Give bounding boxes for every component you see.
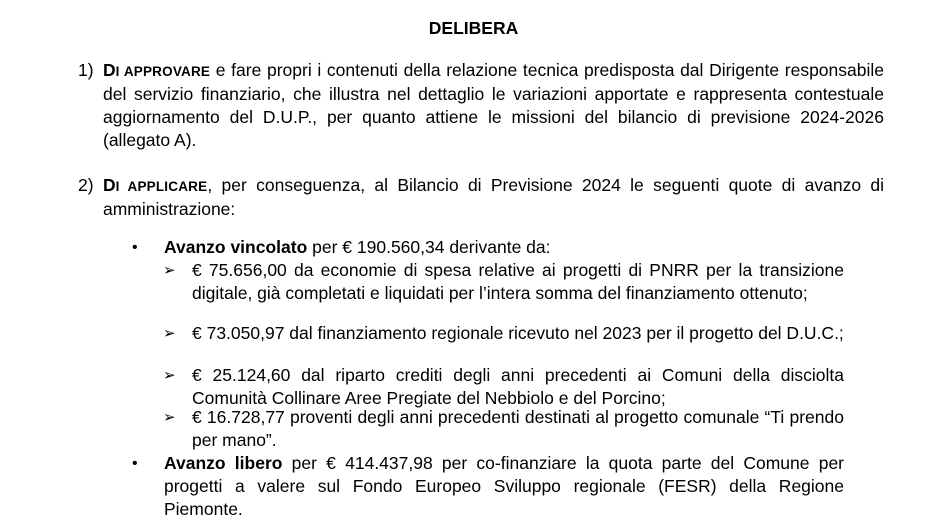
sub-item-text: € 73.050,97 dal finanziamento regionale ricevuto nel 2023 per il progetto del D.U.C.; xyxy=(192,323,844,343)
sub-item-riparto-crediti xyxy=(163,364,844,410)
item-keyword-initial: D xyxy=(103,60,116,80)
resolution-item-1 xyxy=(78,59,884,152)
bullet-body: per € 414.437,98 per co-finanziare la quota parte del Comune per progetti a valere sul Fondo Europeo Sviluppo regionale (FESR) della Regione Piemonte. xyxy=(164,453,845,519)
bullet-marker: • xyxy=(132,455,138,472)
item-body: , per conseguenza, al Bilancio di Previsione 2024 le seguenti quote di avanzo di amministrazione: xyxy=(103,175,884,219)
sub-item-text: € 75.656,00 da economie di spesa relative ai progetti di PNRR per la transizione digitale, già completati e liquidati per l’intera somma del finanziamento ottenuto; xyxy=(192,260,844,303)
bullet-avanzo-vincolato xyxy=(132,236,844,259)
sub-item-text: € 25.124,60 dal riparto crediti degli anni precedenti ai Comuni della disciolta Comunità Collinare Aree Pregiate del Nebbiolo e del Porcino; xyxy=(192,365,844,408)
bullet-text xyxy=(164,236,844,259)
item-text xyxy=(103,174,884,221)
sub-item-text: € 16.728,77 proventi degli anni precedenti destinati al progetto comunale “Ti prendo per mano”. xyxy=(192,407,844,450)
sub-item-duc xyxy=(163,322,844,345)
bullet-text xyxy=(164,452,844,521)
bullet-marker: • xyxy=(132,239,138,256)
bullet-body: per € 190.560,34 derivante da: xyxy=(307,237,551,257)
bullet-heading: Avanzo libero xyxy=(164,453,283,473)
document-title: DELIBERA xyxy=(428,18,519,38)
item-number: 2) xyxy=(78,175,94,195)
arrow-marker: ➢ xyxy=(163,409,176,426)
item-keyword: I APPROVARE xyxy=(115,64,211,79)
bullet-avanzo-libero xyxy=(132,452,844,521)
bullet-heading: Avanzo vincolato xyxy=(164,237,308,257)
item-keyword-initial: D xyxy=(103,175,116,195)
sub-item-pnrr xyxy=(163,259,844,305)
resolution-item-2 xyxy=(78,174,884,221)
item-body: e fare propri i contenuti della relazione tecnica predisposta dal Dirigente responsabile del servizio finanziario, che illustra nel dettaglio le variazioni apportate e rappresenta contestuale aggiornamento del D.U.P., per quanto attiene le missioni del bilancio di previsione 2024-2026 (allegato A). xyxy=(103,60,884,150)
item-keyword: I APPLICARE xyxy=(115,179,208,194)
sub-item-ti-prendo-per-mano xyxy=(163,406,844,452)
arrow-marker: ➢ xyxy=(163,262,176,279)
item-number: 1) xyxy=(78,60,94,80)
item-text xyxy=(103,59,884,152)
arrow-marker: ➢ xyxy=(163,325,176,342)
arrow-marker: ➢ xyxy=(163,367,176,384)
